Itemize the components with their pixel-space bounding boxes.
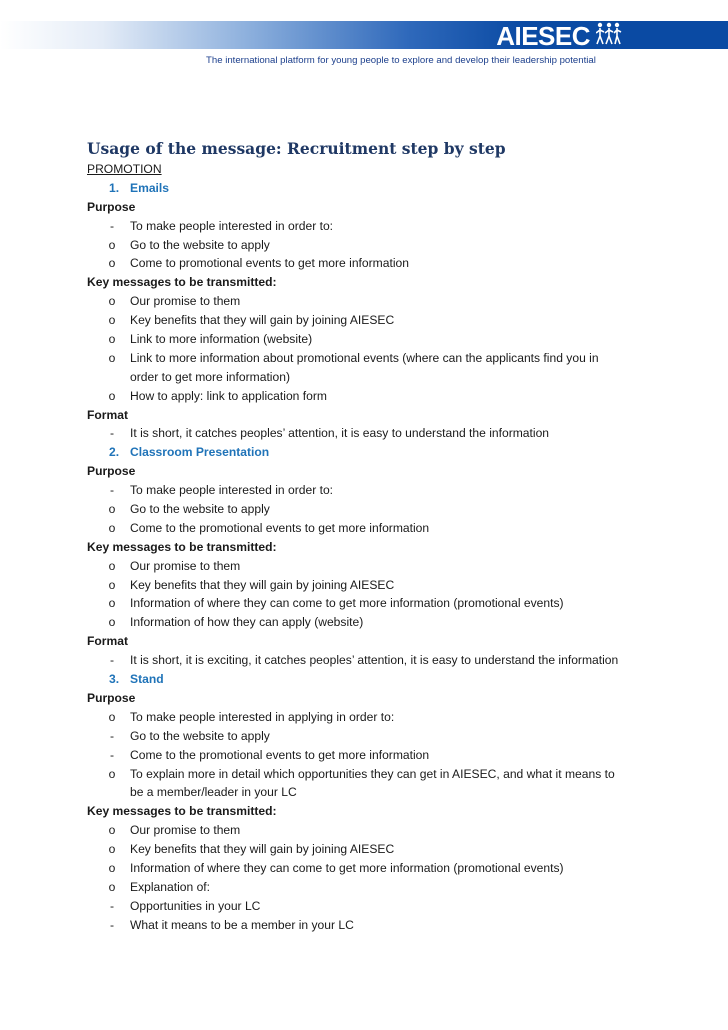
circle-bullet-icon: o: [108, 766, 116, 781]
circle-bullet-icon: o: [108, 823, 116, 838]
circle-bullet-icon: o: [108, 502, 116, 517]
dash-bullet-icon: -: [109, 218, 115, 233]
list-item-text: Opportunities in your LC: [130, 898, 261, 913]
circle-bullet-icon: o: [108, 596, 116, 611]
list-item-text: Key benefits that they will gain by joining AIESEC: [130, 577, 395, 592]
section-heading-text: PROMOTION: [87, 162, 162, 176]
list-item: [87, 424, 707, 443]
list-item-text: It is short, it is exciting, it catches peoples’ attention, it is easy to understand the information: [130, 653, 619, 668]
list-item-text: It is short, it catches peoples’ attention, it is easy to understand the information: [130, 426, 550, 441]
list-item: [87, 349, 707, 368]
circle-bullet-icon: o: [108, 842, 116, 857]
list-item: [87, 500, 707, 519]
circle-bullet-icon: o: [108, 558, 116, 573]
list-item-text: Key benefits that they will gain by joining AIESEC: [130, 313, 395, 328]
list-item-text: Link to more information about promotional events (where can the applicants find you in: [130, 350, 599, 365]
list-item: [87, 916, 707, 935]
list-item: [87, 311, 707, 330]
list-item-text: What it means to be a member in your LC: [130, 917, 354, 932]
list-item: [87, 217, 707, 236]
list-item-text: Information of how they can apply (website): [130, 615, 364, 630]
numbered-heading: [87, 670, 707, 689]
list-item-text: To make people interested in applying in order to:: [130, 709, 395, 724]
list-item: [87, 236, 707, 255]
dash-bullet-icon: -: [109, 483, 115, 498]
list-item-text: Come to the promotional events to get more information: [130, 520, 430, 535]
circle-bullet-icon: o: [108, 709, 116, 724]
dash-bullet-icon: -: [109, 917, 115, 932]
circle-bullet-icon: o: [108, 388, 116, 403]
list-item: [87, 330, 707, 349]
list-item-text: How to apply: link to application form: [130, 388, 327, 403]
list-item: [87, 387, 707, 406]
list-item: [87, 292, 707, 311]
circle-bullet-icon: o: [108, 313, 116, 328]
list-item-text: Go to the website to apply: [130, 728, 270, 743]
dash-bullet-icon: -: [109, 653, 115, 668]
subheading: Format: [87, 634, 128, 649]
subheading: Purpose: [87, 464, 136, 479]
circle-bullet-icon: o: [108, 350, 116, 365]
people-figures-icon: [596, 20, 622, 52]
list-number: 2.: [109, 445, 120, 460]
circle-bullet-icon: o: [108, 860, 116, 875]
list-item-text: Go to the website to apply: [130, 502, 270, 517]
list-item-continuation: [87, 368, 707, 387]
list-item-continuation: [87, 783, 707, 802]
section-heading: [87, 160, 707, 179]
list-item-text: Go to the website to apply: [130, 237, 270, 252]
subheading: Format: [87, 407, 128, 422]
list-number: 1.: [109, 180, 120, 195]
circle-bullet-icon: o: [108, 332, 116, 347]
circle-bullet-icon: o: [108, 520, 116, 535]
list-item: [87, 594, 707, 613]
list-item-text: order to get more information): [130, 369, 290, 384]
list-item-text: Information of where they can come to get more information (promotional events): [130, 860, 564, 875]
list-item: [87, 859, 707, 878]
subheading: Key messages to be transmitted:: [87, 804, 277, 819]
list-item: [87, 576, 707, 595]
list-item: [87, 727, 707, 746]
list-item-text: Come to promotional events to get more information: [130, 256, 409, 271]
list-item-text: be a member/leader in your LC: [130, 785, 297, 800]
document-body: [87, 138, 707, 935]
numbered-heading: [87, 179, 707, 198]
subheading: Key messages to be transmitted:: [87, 275, 277, 290]
numbered-heading-text: Classroom Presentation: [130, 445, 270, 460]
list-item-text: Our promise to them: [130, 823, 241, 838]
list-item: [87, 821, 707, 840]
list-item: [87, 878, 707, 897]
list-item: [87, 651, 707, 670]
subheading: Key messages to be transmitted:: [87, 539, 277, 554]
list-item: [87, 613, 707, 632]
list-item: [87, 746, 707, 765]
list-item: [87, 254, 707, 273]
numbered-heading: [87, 443, 707, 462]
aiesec-logo: [496, 21, 590, 51]
list-item-text: Come to the promotional events to get more information: [130, 747, 430, 762]
subheading: Purpose: [87, 199, 136, 214]
list-item: [87, 557, 707, 576]
dash-bullet-icon: -: [109, 426, 115, 441]
circle-bullet-icon: o: [108, 577, 116, 592]
list-item: [87, 519, 707, 538]
dash-bullet-icon: -: [109, 747, 115, 762]
list-item-text: Information of where they can come to get more information (promotional events): [130, 596, 564, 611]
list-item-text: Our promise to them: [130, 294, 241, 309]
list-item-text: To make people interested in order to:: [130, 218, 334, 233]
subheading: Purpose: [87, 690, 136, 705]
list-item: [87, 765, 707, 784]
circle-bullet-icon: o: [108, 294, 116, 309]
circle-bullet-icon: o: [108, 879, 116, 894]
list-item: [87, 708, 707, 727]
dash-bullet-icon: -: [109, 728, 115, 743]
list-item-text: Key benefits that they will gain by joining AIESEC: [130, 842, 395, 857]
page-title: Usage of the message: Recruitment step by step: [87, 139, 506, 158]
list-item: [87, 481, 707, 500]
list-item-text: Explanation of:: [130, 879, 211, 894]
logo-text: AIESEC: [496, 21, 590, 51]
tagline: The international platform for young people to explore and develop their leadership potential: [206, 55, 596, 66]
numbered-heading-text: Emails: [130, 180, 169, 195]
list-item-text: Link to more information (website): [130, 332, 313, 347]
list-item: [87, 897, 707, 916]
list-number: 3.: [109, 672, 120, 687]
list-item-text: To make people interested in order to:: [130, 483, 334, 498]
circle-bullet-icon: o: [108, 615, 116, 630]
circle-bullet-icon: o: [108, 237, 116, 252]
dash-bullet-icon: -: [109, 898, 115, 913]
list-item-text: To explain more in detail which opportunities they can get in AIESEC, and what it means to: [130, 766, 615, 781]
list-item: [87, 840, 707, 859]
list-item-text: Our promise to them: [130, 558, 241, 573]
numbered-heading-text: Stand: [130, 672, 164, 687]
document-lines: [87, 160, 707, 935]
circle-bullet-icon: o: [108, 256, 116, 271]
